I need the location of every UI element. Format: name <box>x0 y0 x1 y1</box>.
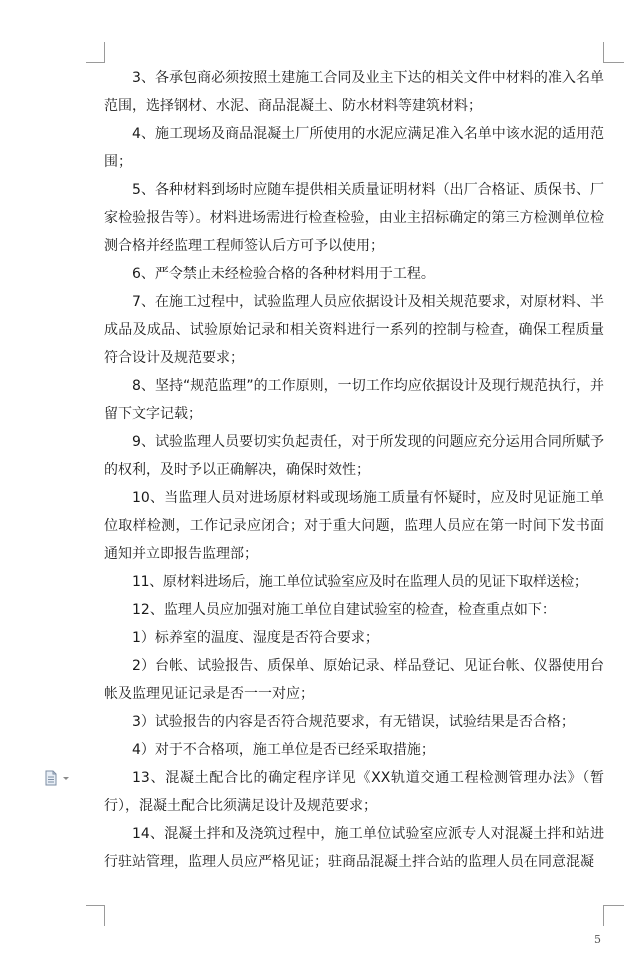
paragraph-5: 5、各种材料到场时应随车提供相关质量证明材料（出厂合格证、质保书、厂家检验报告等）。材料进场需进行检查检验，由业主招标确定的第三方检测单位检测合格并经监理工程师签认后方可予以使用； <box>104 182 604 254</box>
document-body <box>104 64 604 876</box>
list-item-3: 3）试验报告的内容是否符合规范要求，有无错误，试验结果是否合格； <box>132 714 575 730</box>
page-number: 5 <box>594 933 601 946</box>
paragraph-7: 7、在施工过程中，试验监理人员应依据设计及相关规范要求，对原材料、半成品及成品、试验原始记录和相关资料进行一系列的控制与检查，确保工程质量符合设计及规范要求； <box>104 294 604 366</box>
crop-mark-bottom-right <box>603 905 624 926</box>
list-item-2: 2）台帐、试验报告、质保单、原始记录、样品登记、见证台帐、仪器使用台帐及监理见证记录是否一一对应； <box>104 658 604 702</box>
caret-down-icon <box>63 777 69 780</box>
list-item-4: 4）对于不合格项，施工单位是否已经采取措施； <box>132 742 435 758</box>
list-item-1: 1）标养室的温度、湿度是否符合要求； <box>132 630 379 646</box>
paragraph-14: 14、混凝土拌和及浇筑过程中，施工单位试验室应派专人对混凝土拌和站进行驻站管理，监理人员应严格见证；驻商品混凝土拌合站的监理人员在同意混凝 <box>104 826 604 870</box>
paste-options-button[interactable] <box>44 770 72 786</box>
paragraph-6: 6、严令禁止未经检验合格的各种材料用于工程。 <box>132 266 435 282</box>
paragraph-11: 11、原材料进场后，施工单位试验室应及时在监理人员的见证下取样送检； <box>132 574 588 590</box>
paragraph-13: 13、混凝土配合比的确定程序详见《XX轨道交通工程检测管理办法》（暂行），混凝土配合比须满足设计及规范要求； <box>104 770 604 814</box>
paragraph-8: 8、坚持“规范监理”的工作原则，一切工作均应依据设计及现行规范执行，并留下文字记载； <box>104 378 604 422</box>
paragraph-9: 9、试验监理人员要切实负起责任，对于所发现的问题应充分运用合同所赋予的权利，及时予以正确解决，确保时效性； <box>104 434 604 478</box>
paragraph-3: 3、各承包商必须按照土建施工合同及业主下达的相关文件中材料的准入名单范围，选择钢材、水泥、商品混凝土、防水材料等建筑材料； <box>104 70 604 114</box>
crop-mark-top-left <box>86 42 105 63</box>
crop-mark-bottom-left <box>86 905 105 926</box>
document-icon <box>44 770 72 786</box>
paragraph-12: 12、监理人员应加强对施工单位自建试验室的检查，检查重点如下： <box>132 602 556 618</box>
paragraph-10: 10、当监理人员对进场原材料或现场施工质量有怀疑时，应及时见证施工单位取样检测，工作记录应闭合；对于重大问题，监理人员应在第一时间下发书面通知并立即报告监理部； <box>104 490 604 562</box>
crop-mark-top-right <box>603 42 624 63</box>
paragraph-4: 4、施工现场及商品混凝土厂所使用的水泥应满足准入名单中该水泥的适用范围； <box>104 126 604 170</box>
